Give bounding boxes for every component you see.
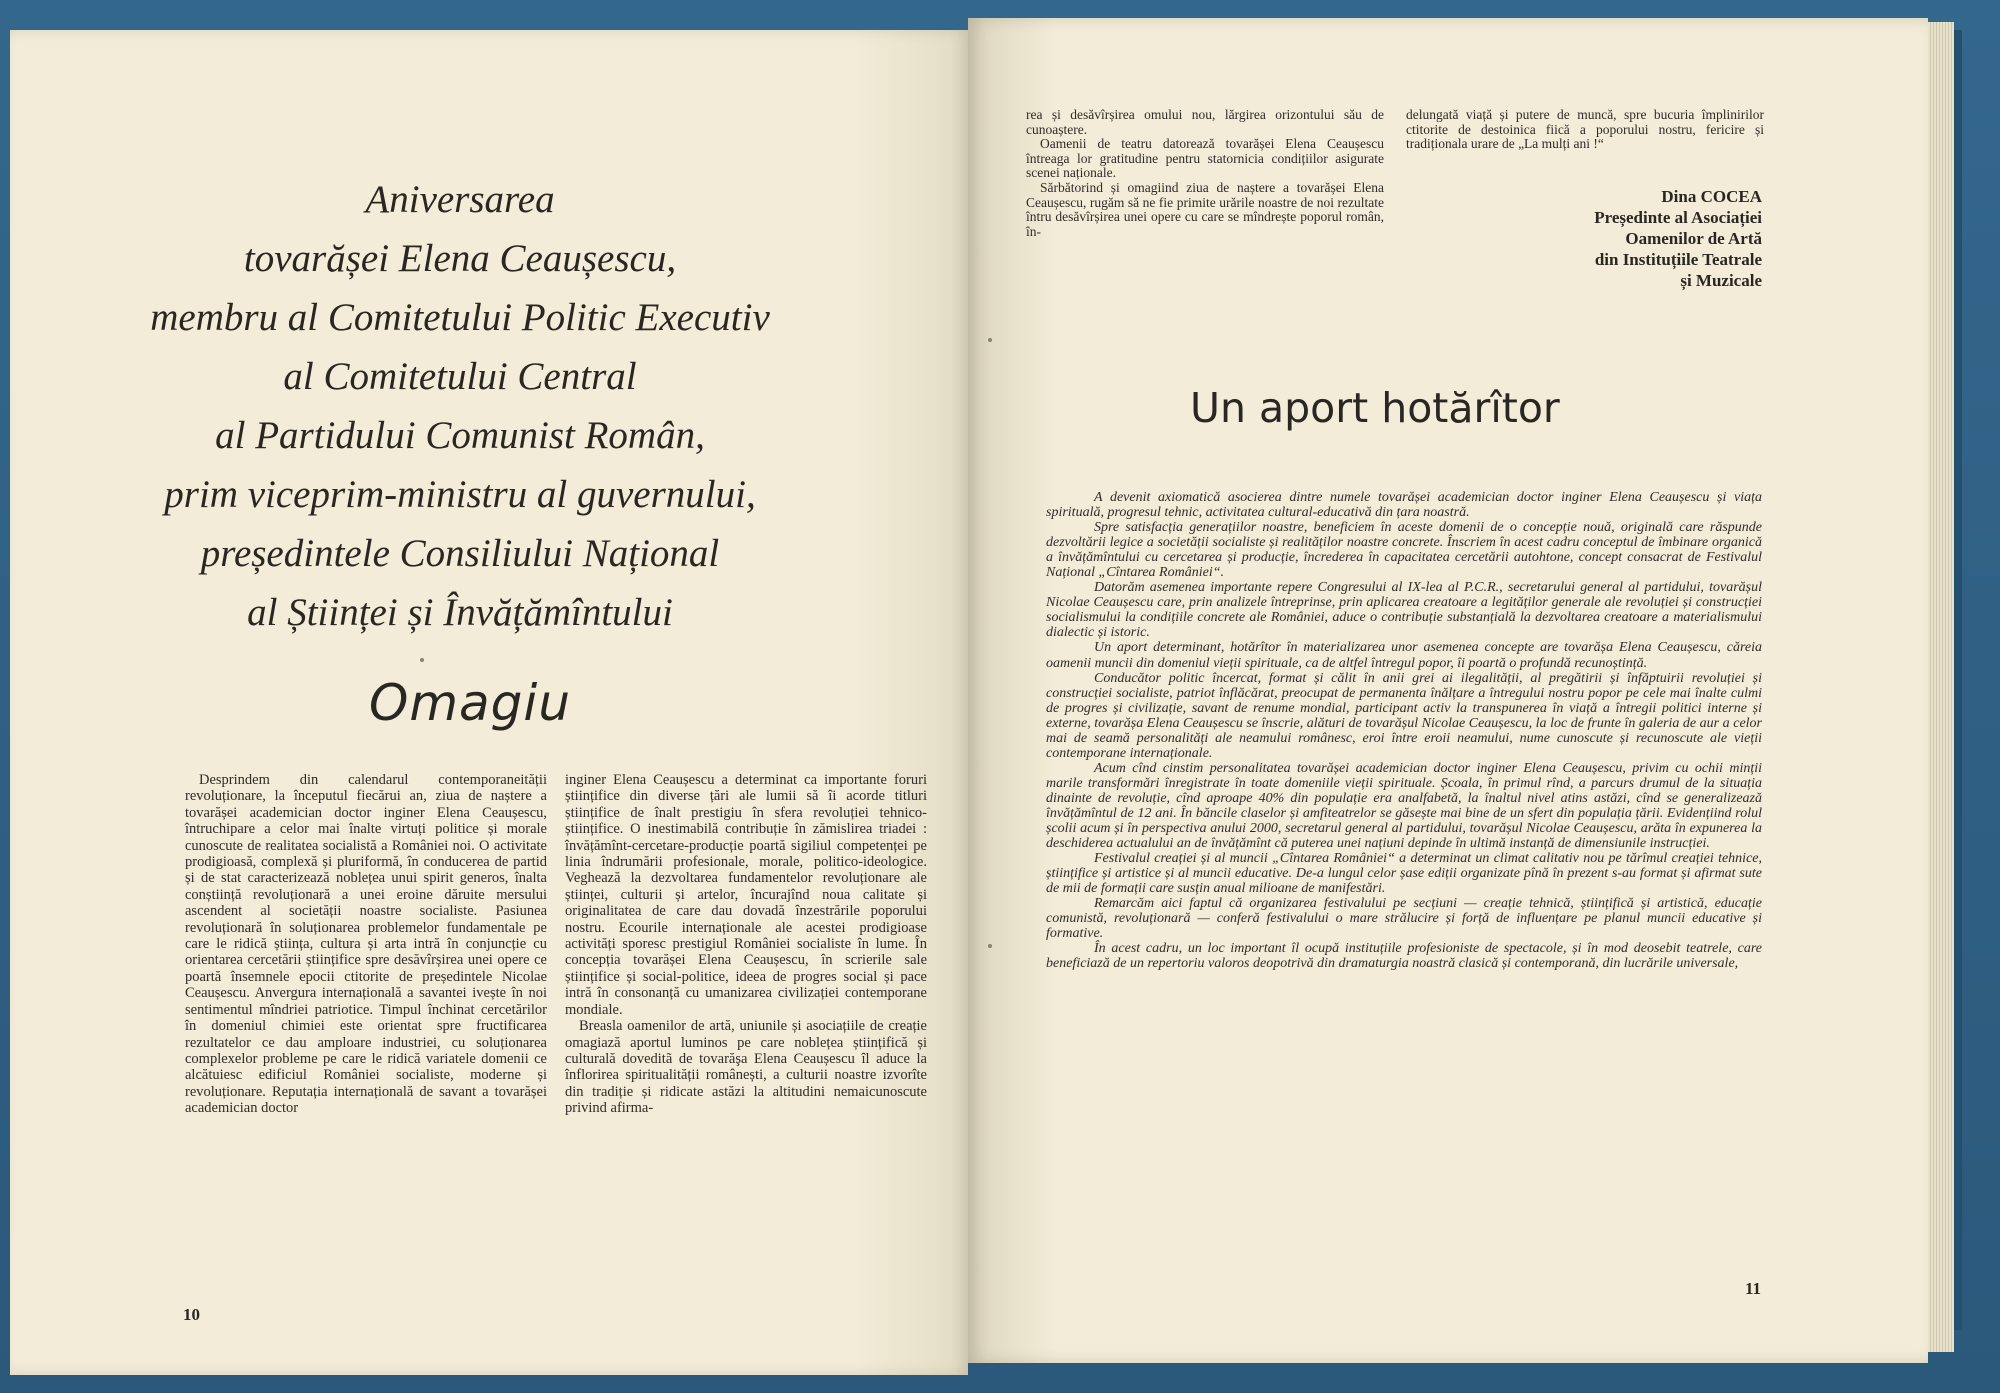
signature-role: Oamenilor de Artă — [1625, 229, 1762, 248]
binding-mark — [988, 338, 992, 342]
paragraph: Conducător politic încercat, format și călit în anii grei ai ilegalității, al pregătirii și înfăptuirii revoluției și construcției socialiste, patriot înflăcărat, preocupat de permanenta înălțare a întregului nostru popor pe cele mai înalte culmi de progres și civilizație, savant de renume mondial, participant activ la transpunerea în viață a întregii politici interne și externe, tovarășa Elena Ceaușescu se înscrie, alături de tovarășul Nicolae Ceaușescu, la loc de frunte în galeria de aur a celor mai de seamă personalități ale neamului românesc, eroi între eroii neamului, nume cunoscute și recunoscute ale vieții contemporane internaționale. — [1046, 670, 1762, 761]
signature-name: Dina COCEA — [1661, 187, 1762, 206]
dedication-title — [130, 170, 790, 642]
title-line: al Partidului Comunist Român, — [215, 414, 705, 457]
article-body — [1046, 490, 1762, 972]
signature-role: Președinte al Asociației — [1594, 208, 1762, 227]
title-line: președintele Consiliului Național — [200, 532, 720, 575]
right-text-column-1 — [1026, 108, 1384, 239]
paragraph: Festivalul creației și al muncii „Cîntarea României“ a determinat un climat calitativ nou pe tărîmul creației tehnice, științifice și artistice și al muncii educative. De-a lungul celor șase ediții organizate pînă în prezent s-au format și afirmat sute de mii de formații care susțin anual milioane de manifestări. — [1046, 851, 1762, 897]
signature-role: din Instituțiile Teatrale — [1594, 250, 1762, 269]
left-text-column-1 — [185, 772, 547, 1117]
paragraph: Oamenii de teatru datorează tovarășei Elena Ceaușescu întreaga lor gratitudine pentru statornicia condițiilor asigurate scenei naționale. — [1026, 136, 1384, 181]
book-cover-edge — [1954, 30, 1962, 1330]
title-line: prim viceprim-ministru al guvernului, — [164, 473, 756, 516]
article-heading: Un aport hotărîtor — [1190, 384, 1560, 432]
section-heading-omagiu: Omagiu — [368, 674, 572, 732]
title-line: Aniversarea — [365, 178, 555, 221]
paragraph: delungată viață și putere de muncă, spre bucuria împlinirilor ctitorite de destoinica fiică a poporului nostru, fericire și tradiționala urare de „La mulți ani !“ — [1406, 107, 1764, 152]
paragraph: A devenit axiomatică asocierea dintre numele tovarășei academician doctor inginer Elena Ceaușescu și viața spirituală, progresul tehnic, activitatea cultural-educativă din țara noastră. — [1046, 490, 1762, 521]
left-page — [10, 30, 968, 1375]
paragraph: inginer Elena Ceaușescu a determinat ca importante foruri științifice din diverse țări ale lumii să îi acorde titluri științifice de înalt prestigiu în sfera revoluției tehnico-științifice. O inestimabilă contribuție în zămislirea triadei : învățămînt-cercetare-producție poartă sigiliul competenței pe linia îndrumării profesionale, morale, politico-ideologice. Veghează la dezvoltarea fundamentelor revoluționare ale științei, culturii și artelor, încurajînd noua calitate și originalitatea de care dau dovadă înzestrările poporului nostru. Ecourile internaționale ale acestei prodigioase activități sporesc prestigiul României socialiste în lume. În concepția tovarășei Elena Ceaușescu, în scrierile sale științifice și social-politice, ideea de progres social și pace intră în consonanță cu umanizarea civilizației contemporane mondiale. — [565, 772, 927, 1018]
title-line: tovarășei Elena Ceaușescu, — [243, 237, 677, 280]
page-edges — [1928, 22, 1954, 1352]
title-line: al Științei și Învățămîntului — [247, 591, 673, 634]
paragraph: Acum cînd cinstim personalitatea tovarășei academician doctor inginer Elena Ceaușescu, privim cu ochii minții marile transformări înregistrate în toate domeniile vieții spirituale. Școala, în primul rînd, a parcurs drumul de la situația dinainte de revoluție, cînd aproape 40% din populație era analfabetă, la înaltul nivel atins astăzi, cînd se generalizează învățămîntul de 12 ani. În băncile claselor și amfiteatrelor se găsește mai bine de un sfert din populația țării. Evidențiind rolul școlii acum și în perspectiva anului 2000, secretarul general al partidului, tovarășul Nicolae Ceaușescu, arăta în expunerea la deschiderea actualului an de învățămînt că puterea unei națiuni depinde în ultimă instanță de dimensiunile instrucției. — [1046, 760, 1762, 852]
right-text-column-2 — [1406, 108, 1764, 152]
title-line: al Comitetului Central — [283, 355, 637, 398]
paragraph: Datorăm asemenea importante repere Congresului al IX-lea al P.C.R., secretarului general al partidului, tovarășul Nicolae Ceaușescu care, prin analizele întreprinse, prin aplicarea creatoare a legităților generale ale revoluției și construcției socialismului la condițiile concrete ale României, aduce o contribuție substanțială la dezvoltarea creatoare a materialismului dialectic și istoric. — [1046, 580, 1762, 641]
paragraph: În acest cadru, un loc important îl ocupă instituțiile profesioniste de spectacole, și în mod deosebit teatrele, care beneficiază de un repertoriu valoros deopotrivă din dramaturgia noastră clasică și contemporană, din lucrările universale, — [1046, 941, 1762, 972]
paragraph: Remarcăm aici faptul că organizarea festivalului pe secțiuni — creație tehnică, științifică și artistică, educație comunistă, revoluționară — conferă festivalului o mare strălucire și forță de influențare pe planul muncii educative și formative. — [1046, 896, 1762, 942]
signature-block — [1490, 186, 1762, 291]
binding-mark — [420, 658, 424, 662]
title-line: membru al Comitetului Politic Executiv — [150, 296, 770, 339]
paragraph: Sărbătorind și omagiind ziua de naștere a tovarășei Elena Ceaușescu, rugăm să ne fie primite urările noastre de noi rezultate întru desăvîrșirea unei opere cu care se mîndrește poporul român, în- — [1026, 179, 1384, 239]
signature-role: și Muzicale — [1680, 271, 1762, 290]
binding-mark — [988, 944, 992, 948]
page-number-right: 11 — [1745, 1279, 1762, 1298]
paragraph: Un aport determinant, hotărîtor în materializarea unor asemenea concepte are tovarășa Elena Ceaușescu, căreia oamenii muncii din domeniul vieții spirituale, ca de altfel întregul popor, îi poartă o profundă recunoștință. — [1046, 640, 1762, 671]
paragraph: Breasla oamenilor de artă, uniunile și asociațiile de creație omagiază aportul luminos pe care noblețea științifică și culturală doveditã de tovarăşa Elena Ceaușescu îl aduce la înflorirea spiritualității românești, a culturii noastre izvorîte din tradiție și ridicate astăzi la altitudini nemaicunoscute privind afirma- — [565, 1018, 927, 1117]
paragraph: Spre satisfacția generațiilor noastre, beneficiem în aceste domenii de o concepție nouă, originală care răspunde dezvoltării legice a societății socialiste și realităților noastre concrete. Înscriem în acest cadru conceptul de îmbinare organică a învățămîntului cu cercetarea și producție, încrederea în capacitatea cercetării autohtone, concept consacrat de Festivalul Național „Cîntarea României“. — [1046, 520, 1762, 581]
page-number-left: 10 — [183, 1305, 200, 1324]
paragraph: rea și desăvîrșirea omului nou, lărgirea orizontului său de cunoaștere. — [1026, 107, 1384, 137]
paragraph: Desprindem din calendarul contemporaneității revoluționare, la începutul fiecărui an, ziua de naștere a tovarășei academician doctor inginer Elena Ceaușescu, întruchipare a celor mai înalte virtuți politice și morale cunoscute de realitatea socialistă a României noi. O activitate prodigioasă, complexă și pluriformă, în conducerea de partid și de stat caracterizează noblețea unui spirit generos, înalta conștiință revoluționară a unei eroine dăruite mersului ascendent al societății noastre socialiste. Pasiunea revoluționară în soluționarea problemelor fundamentale pe care le ridică știința, cultura și arta intră în conjuncție cu orientarea cercetării științifice spre desăvîrșirea unei opere ce poartă însemnele epocii ctitorite de președintele Nicolae Ceaușescu. Anvergura internațională a savantei ivește în noi sentimentul mîndriei patriotice. Timpul închinat cercetărilor în domeniul chimiei este orientat spre fructificarea rezultatelor ce dau amploare industriei, cu soluționarea complexelor probleme pe care le ridică variatele domenii ce alcătuiesc edificiul României socialiste, moderne și revoluționare. Reputația internațională de savant a tovarășei academician doctor — [185, 772, 547, 1117]
left-text-column-2 — [565, 772, 927, 1117]
